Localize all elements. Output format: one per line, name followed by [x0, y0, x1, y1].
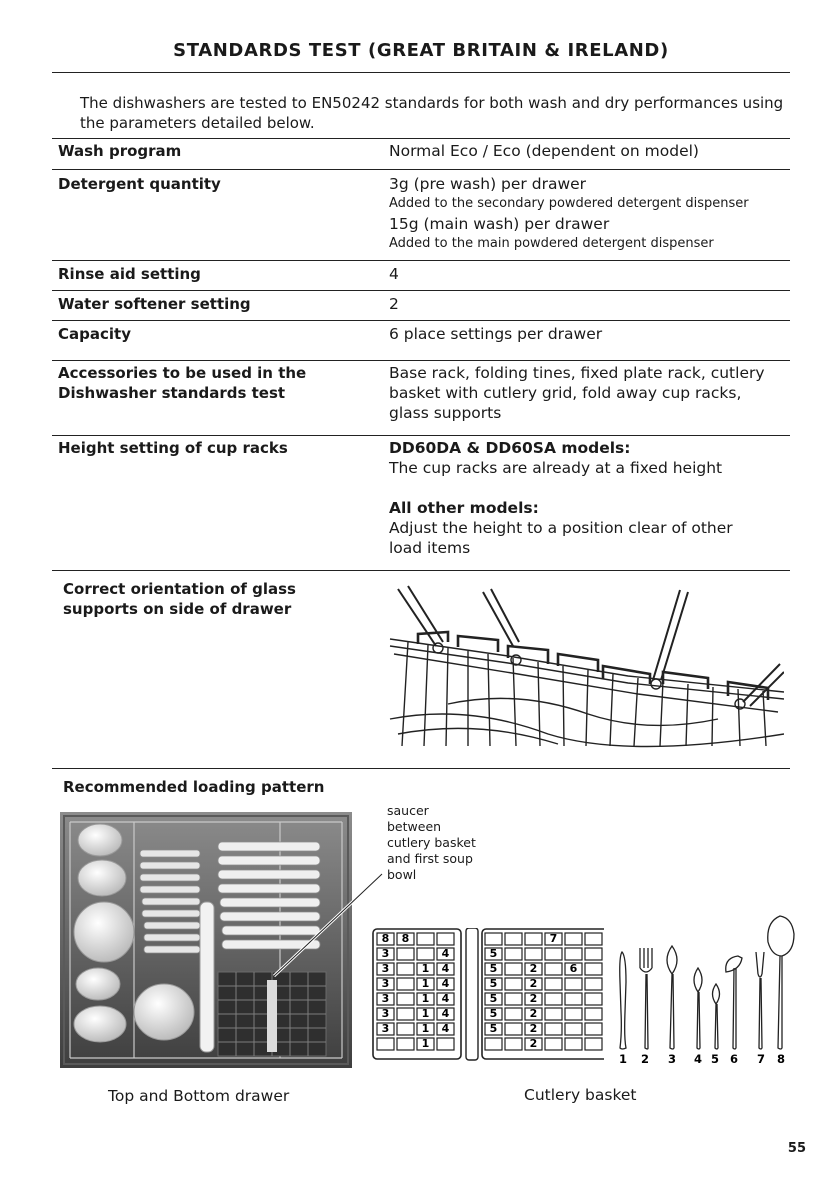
label-line: Accessories to be used in the — [58, 364, 307, 382]
basket-cell — [585, 978, 602, 990]
annotation-line: and first soup — [387, 851, 473, 866]
basket-cell-number: 5 — [489, 1022, 498, 1035]
basket-cell-number: 1 — [421, 1007, 430, 1020]
annotation-line: bowl — [387, 867, 417, 882]
basket-cell — [437, 1038, 454, 1050]
basket-cell-number: 4 — [441, 977, 450, 990]
drawer-caption: Top and Bottom drawer — [108, 1087, 290, 1105]
loading-pattern-heading: Recommended loading pattern — [63, 778, 325, 796]
basket-cell — [485, 1038, 502, 1050]
basket-cell — [545, 1038, 562, 1050]
basket-cell-number: 3 — [381, 992, 390, 1005]
ladle-icon — [768, 916, 794, 1049]
serving-fork-icon — [756, 952, 764, 1049]
basket-cell-number: 2 — [529, 962, 538, 975]
basket-cell — [505, 978, 522, 990]
utensil-number: 2 — [640, 1052, 650, 1066]
table-divider — [52, 360, 790, 361]
basket-cell — [397, 978, 414, 990]
dessert-spoon-icon — [694, 968, 702, 1049]
label-line: supports on side of drawer — [63, 600, 292, 618]
basket-cell-number: 4 — [441, 1007, 450, 1020]
table-divider — [52, 435, 790, 436]
basket-cell-number: 1 — [421, 1037, 430, 1050]
title-divider — [52, 72, 790, 73]
basket-cell — [417, 933, 434, 945]
basket-cell — [585, 963, 602, 975]
basket-cell — [565, 1038, 582, 1050]
basket-cell-number: 1 — [421, 962, 430, 975]
basket-cell — [545, 948, 562, 960]
model-text: load items — [389, 539, 471, 557]
annotation-line: between — [387, 819, 442, 834]
annotation-line: saucer — [387, 803, 429, 818]
knife-icon — [620, 952, 626, 1049]
basket-cell-number: 1 — [421, 1022, 430, 1035]
basket-cell — [437, 933, 454, 945]
basket-cell — [585, 933, 602, 945]
model-heading: DD60DA & DD60SA models: — [389, 439, 631, 457]
basket-cell-number: 2 — [529, 1007, 538, 1020]
basket-cell — [397, 948, 414, 960]
row-value: 6 place settings per drawer — [389, 325, 603, 343]
model-heading: All other models: — [389, 499, 539, 517]
detergent-mainwash: 15g (main wash) per drawer — [389, 215, 610, 233]
basket-cell — [505, 993, 522, 1005]
tablespoon-icon — [667, 946, 677, 1049]
basket-cell-number: 3 — [381, 1007, 390, 1020]
annotation-line: cutlery basket — [387, 835, 476, 850]
basket-cell-number: 2 — [529, 992, 538, 1005]
basket-cell — [397, 993, 414, 1005]
saucer-annotation — [387, 803, 476, 883]
glass-supports-illustration — [388, 584, 784, 750]
basket-cell — [585, 1038, 602, 1050]
detergent-mainwash-note: Added to the main powdered detergent dispenser — [389, 236, 714, 251]
basket-cell-number: 8 — [381, 932, 390, 945]
basket-cell — [565, 978, 582, 990]
table-divider — [52, 169, 790, 170]
basket-cell — [525, 948, 542, 960]
row-label — [63, 579, 363, 619]
model-text: The cup racks are already at a fixed height — [389, 459, 723, 477]
basket-cell — [505, 1038, 522, 1050]
basket-cell-number: 2 — [529, 1037, 538, 1050]
detergent-prewash-note: Added to the secondary powdered detergent dispenser — [389, 196, 749, 211]
row-value — [389, 174, 789, 254]
basket-cell-number: 5 — [489, 992, 498, 1005]
basket-cell — [397, 1038, 414, 1050]
basket-caption: Cutlery basket — [524, 1086, 637, 1104]
basket-cell-number: 6 — [569, 962, 578, 975]
table-divider — [52, 138, 790, 139]
model-text: Adjust the height to a position clear of other — [389, 519, 733, 537]
basket-cell-number: 8 — [401, 932, 410, 945]
utensil-number: 5 — [710, 1052, 720, 1066]
basket-cell — [585, 1023, 602, 1035]
value-line: Base rack, folding tines, fixed plate rack, cutlery — [389, 364, 765, 382]
basket-cell — [565, 993, 582, 1005]
basket-cell — [505, 1008, 522, 1020]
row-label: Detergent quantity — [58, 175, 221, 193]
basket-cell-number: 3 — [381, 947, 390, 960]
page-number: 55 — [787, 1141, 806, 1156]
basket-cell-number: 3 — [381, 962, 390, 975]
basket-cell — [397, 963, 414, 975]
row-value: 4 — [389, 265, 399, 283]
basket-cell-number: 1 — [421, 977, 430, 990]
basket-cell-number: 1 — [421, 992, 430, 1005]
value-line: glass supports — [389, 404, 502, 422]
row-label: Capacity — [58, 325, 131, 343]
basket-cell-number: 4 — [441, 947, 450, 960]
basket-cell — [397, 1023, 414, 1035]
cutlery-basket-grid — [372, 928, 604, 1070]
basket-cell — [585, 993, 602, 1005]
basket-cell-number: 7 — [549, 932, 558, 945]
basket-cell — [505, 933, 522, 945]
row-label: Wash program — [58, 142, 182, 160]
basket-cell-number: 2 — [529, 1022, 538, 1035]
table-divider — [52, 290, 790, 291]
utensil-number: 6 — [729, 1052, 739, 1066]
utensil-number: 4 — [693, 1052, 703, 1066]
detergent-prewash: 3g (pre wash) per drawer — [389, 175, 587, 193]
fork-icon — [640, 948, 652, 1049]
table-divider — [52, 570, 790, 571]
basket-cell — [545, 993, 562, 1005]
row-label: Water softener setting — [58, 295, 251, 313]
row-value — [389, 363, 789, 423]
basket-cell-number: 5 — [489, 947, 498, 960]
intro-paragraph: The dishwashers are tested to EN50242 standards for both wash and dry performances using the parameters detailed below. — [80, 94, 784, 132]
basket-cell — [417, 948, 434, 960]
label-line: Correct orientation of glass — [63, 580, 296, 598]
basket-cell — [377, 1038, 394, 1050]
basket-cell — [505, 1023, 522, 1035]
row-value: Normal Eco / Eco (dependent on model) — [389, 142, 699, 160]
row-value: 2 — [389, 295, 399, 313]
basket-cell — [485, 933, 502, 945]
basket-handle — [466, 928, 478, 1060]
utensil-number: 8 — [776, 1052, 786, 1066]
basket-cell — [585, 1008, 602, 1020]
utensil-number: 7 — [756, 1052, 766, 1066]
row-label: Height setting of cup racks — [58, 439, 288, 457]
basket-cell — [545, 1023, 562, 1035]
label-line: Dishwasher standards test — [58, 384, 286, 402]
basket-cell — [565, 933, 582, 945]
table-divider — [52, 768, 790, 769]
basket-cell — [525, 933, 542, 945]
basket-cell — [545, 978, 562, 990]
table-divider — [52, 320, 790, 321]
basket-cell — [505, 963, 522, 975]
basket-cell-number: 4 — [441, 992, 450, 1005]
basket-cell-number: 5 — [489, 1007, 498, 1020]
basket-cell — [565, 1023, 582, 1035]
basket-cell — [397, 1008, 414, 1020]
basket-cell-number: 3 — [381, 977, 390, 990]
value-line: basket with cutlery grid, fold away cup racks, — [389, 384, 742, 402]
basket-cell-number: 2 — [529, 977, 538, 990]
basket-cell-number: 3 — [381, 1022, 390, 1035]
serving-spoon-icon — [726, 956, 742, 1049]
basket-cell — [565, 948, 582, 960]
utensil-legend — [612, 912, 798, 1068]
basket-cell-number: 5 — [489, 977, 498, 990]
basket-cell — [545, 1008, 562, 1020]
basket-cell — [545, 963, 562, 975]
basket-cell-number: 5 — [489, 962, 498, 975]
page-title: STANDARDS TEST (GREAT BRITAIN & IRELAND) — [173, 40, 669, 61]
table-divider — [52, 260, 790, 261]
utensil-number: 1 — [618, 1052, 628, 1066]
utensil-number: 3 — [667, 1052, 677, 1066]
row-value — [389, 438, 789, 558]
row-label — [58, 363, 358, 403]
basket-cell — [585, 948, 602, 960]
basket-cell-number: 4 — [441, 962, 450, 975]
basket-cell — [565, 1008, 582, 1020]
teaspoon-icon — [713, 984, 720, 1049]
row-label: Rinse aid setting — [58, 265, 201, 283]
basket-cell — [505, 948, 522, 960]
basket-cell-number: 4 — [441, 1022, 450, 1035]
